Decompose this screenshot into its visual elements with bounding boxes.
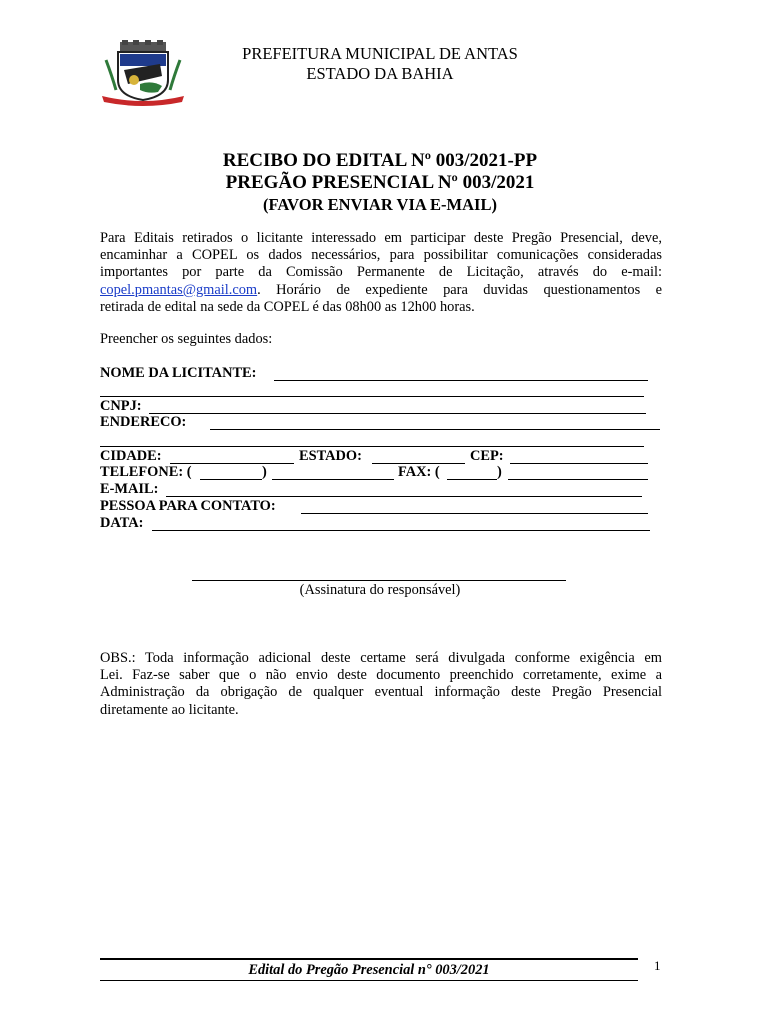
endereco-label: ENDERECO: bbox=[100, 414, 187, 430]
document-title: RECIBO DO EDITAL Nº 003/2021-PP bbox=[222, 150, 538, 171]
nome-licitante-label: NOME DA LICITANTE: bbox=[100, 365, 257, 381]
nome-licitante-field[interactable] bbox=[274, 380, 648, 381]
municipality-name: PREFEITURA MUNICIPAL DE ANTAS bbox=[242, 44, 518, 63]
endereco-field[interactable] bbox=[210, 429, 660, 430]
intro-line: Para Editais retirados o licitante interessado em participar deste Pregão Presencial, deve, bbox=[100, 230, 662, 246]
fax-close-paren: ) bbox=[497, 464, 502, 480]
signature-line[interactable] bbox=[192, 580, 566, 581]
obs-line: OBS.: Toda informação adicional deste certame será divulgada conforme exigência em bbox=[100, 650, 662, 666]
data-label: DATA: bbox=[100, 515, 144, 531]
send-instruction: (FAVOR ENVIAR VIA E-MAIL) bbox=[263, 195, 497, 214]
pessoa-contato-label: PESSOA PARA CONTATO: bbox=[100, 498, 276, 514]
telefone-close-paren: ) bbox=[262, 464, 267, 480]
endereco-field-continuation[interactable] bbox=[100, 446, 644, 447]
obs-paragraph bbox=[100, 650, 662, 719]
obs-line: diretamente ao licitante. bbox=[100, 701, 239, 718]
obs-line: Lei. Faz-se saber que o não envio deste documento preenchido corretamente, exime a bbox=[100, 667, 662, 684]
footer-text: Edital do Pregão Presencial n° 003/2021 bbox=[248, 962, 490, 978]
estado-label: ESTADO: bbox=[299, 448, 362, 464]
fill-prompt: Preencher os seguintes dados: bbox=[100, 331, 273, 347]
footer-top-rule bbox=[100, 958, 638, 960]
cidade-label: CIDADE: bbox=[100, 448, 162, 464]
nome-licitante-field-continuation[interactable] bbox=[100, 396, 644, 397]
fax-label: FAX: ( bbox=[398, 464, 440, 480]
municipal-crest-icon bbox=[100, 40, 186, 106]
obs-line: Administração da obrigação de qualquer eventual informação deste Pregão Presencial bbox=[100, 684, 662, 701]
state-name: ESTADO DA BAHIA bbox=[306, 64, 454, 83]
telefone-ddd-field[interactable] bbox=[200, 479, 262, 480]
intro-line: encaminhar a COPEL os dados necessários, para possibilitar comunicações consideradas bbox=[100, 247, 662, 264]
telefone-label: TELEFONE: ( bbox=[100, 464, 192, 480]
email-field[interactable] bbox=[166, 496, 642, 497]
intro-line: importantes por parte da Comissão Permanente de Licitação, através do e-mail: bbox=[100, 264, 662, 281]
signature-label: (Assinatura do responsável) bbox=[299, 582, 461, 598]
document-subtitle: PREGÃO PRESENCIAL Nº 003/2021 bbox=[225, 172, 535, 193]
cnpj-label: CNPJ: bbox=[100, 398, 142, 414]
fax-field[interactable] bbox=[508, 479, 648, 480]
intro-line bbox=[100, 282, 662, 299]
telefone-field[interactable] bbox=[272, 479, 394, 480]
fax-ddd-field[interactable] bbox=[447, 479, 497, 480]
pessoa-contato-field[interactable] bbox=[301, 513, 648, 514]
page-number: 1 bbox=[654, 958, 661, 973]
intro-line-text: . Horário de expediente para duvidas questionamentos e bbox=[257, 281, 662, 298]
email-label: E-MAIL: bbox=[100, 481, 159, 497]
intro-line: retirada de edital na sede da COPEL é das 08h00 as 12h00 horas. bbox=[100, 298, 475, 315]
cep-label: CEP: bbox=[470, 448, 504, 464]
data-field[interactable] bbox=[152, 530, 650, 531]
cnpj-field[interactable] bbox=[149, 413, 646, 414]
footer-bottom-rule bbox=[100, 980, 638, 981]
copel-email-link[interactable]: copel.pmantas@gmail.com bbox=[100, 281, 258, 298]
cep-field[interactable] bbox=[510, 463, 648, 464]
intro-paragraph bbox=[100, 230, 662, 316]
